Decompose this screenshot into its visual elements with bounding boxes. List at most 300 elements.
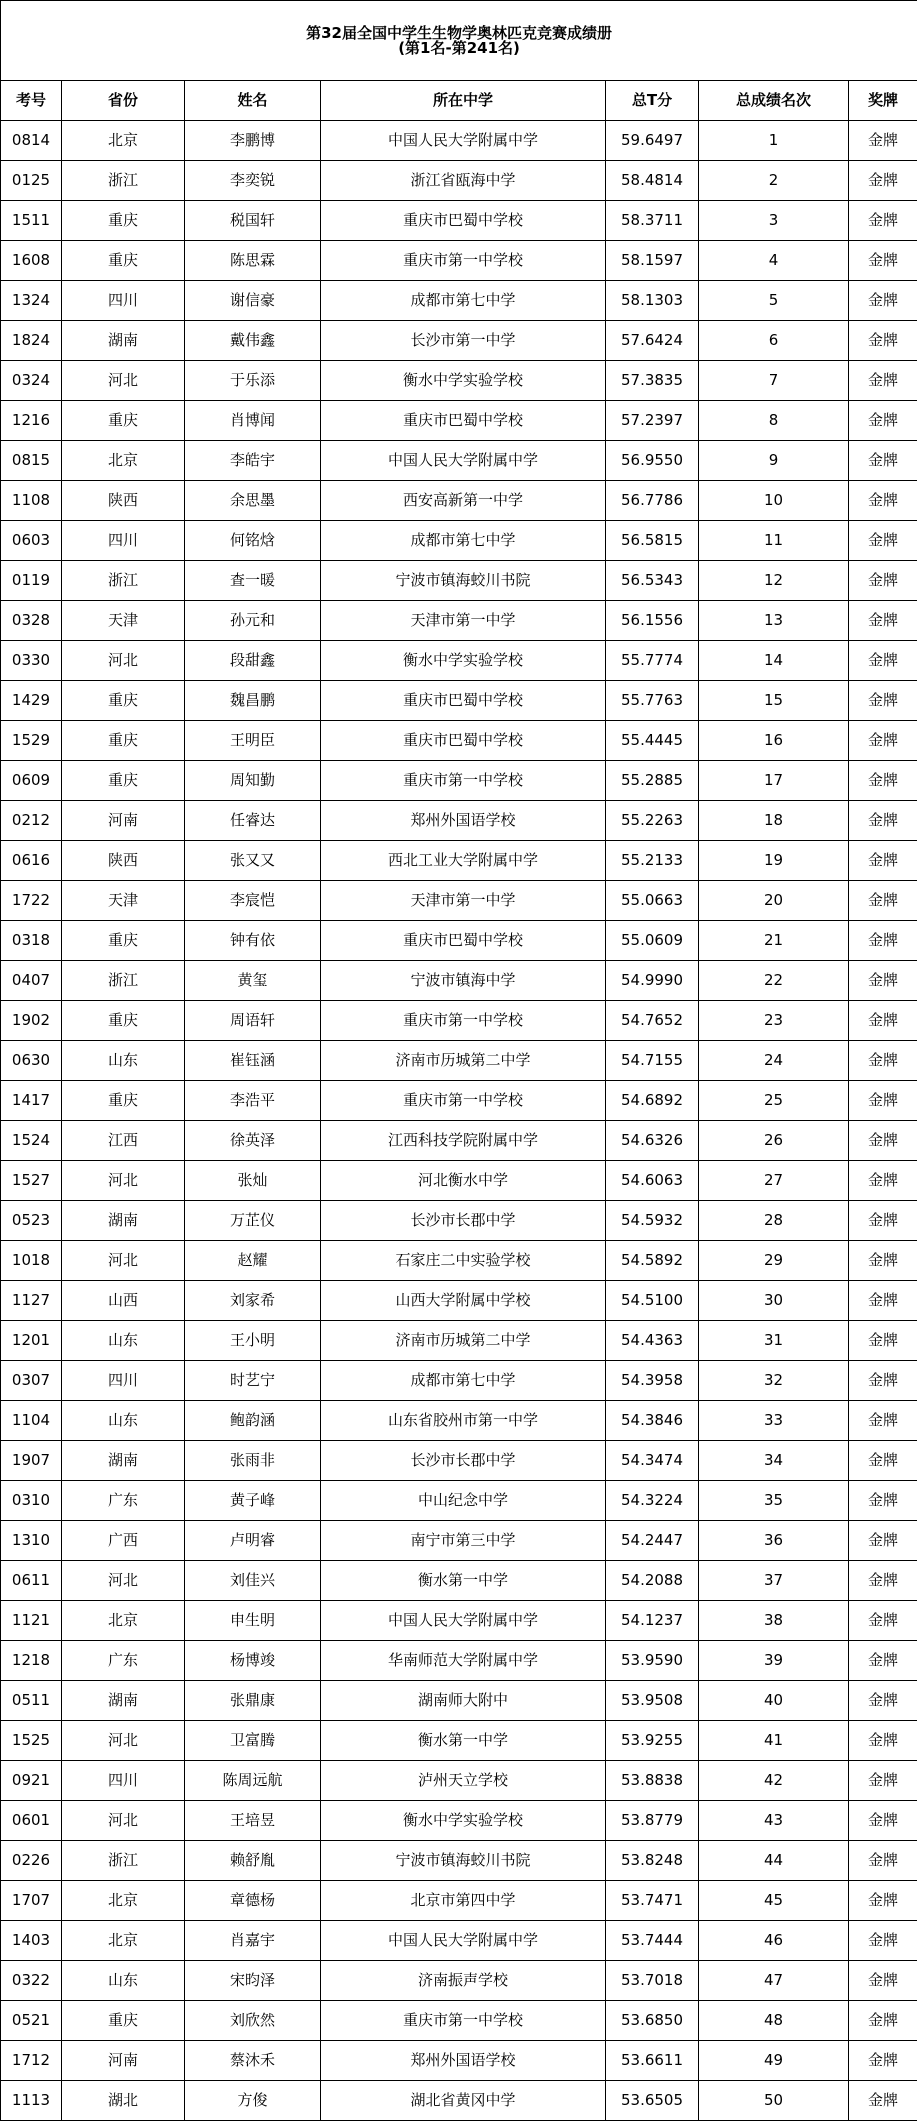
cell-rank: 42 xyxy=(699,1761,849,1801)
cell-total-t-score: 55.2885 xyxy=(606,761,699,801)
cell-total-t-score: 53.6611 xyxy=(606,2041,699,2081)
table-row xyxy=(1,1001,917,1041)
cell-name: 张灿 xyxy=(185,1161,321,1201)
cell-exam-id: 1121 xyxy=(1,1601,62,1641)
cell-rank: 31 xyxy=(699,1321,849,1361)
cell-exam-id: 0212 xyxy=(1,801,62,841)
cell-school: 重庆市巴蜀中学校 xyxy=(321,201,606,241)
cell-school: 石家庄二中实验学校 xyxy=(321,1241,606,1281)
cell-medal: 金牌 xyxy=(849,1121,917,1161)
cell-exam-id: 1527 xyxy=(1,1161,62,1201)
cell-total-t-score: 54.5892 xyxy=(606,1241,699,1281)
cell-province: 天津 xyxy=(62,601,185,641)
cell-province: 河南 xyxy=(62,2041,185,2081)
col-header-exam-id: 考号 xyxy=(1,81,62,121)
cell-medal: 金牌 xyxy=(849,1801,917,1841)
cell-rank: 27 xyxy=(699,1161,849,1201)
cell-medal: 金牌 xyxy=(849,841,917,881)
cell-name: 李奕锐 xyxy=(185,161,321,201)
cell-total-t-score: 54.5932 xyxy=(606,1201,699,1241)
cell-exam-id: 1201 xyxy=(1,1321,62,1361)
cell-medal: 金牌 xyxy=(849,2081,917,2121)
cell-rank: 29 xyxy=(699,1241,849,1281)
cell-total-t-score: 58.1303 xyxy=(606,281,699,321)
cell-school: 北京市第四中学 xyxy=(321,1881,606,1921)
cell-province: 湖南 xyxy=(62,1441,185,1481)
table-row xyxy=(1,2041,917,2081)
cell-province: 河北 xyxy=(62,361,185,401)
cell-school: 浙江省瓯海中学 xyxy=(321,161,606,201)
cell-name: 陈周远航 xyxy=(185,1761,321,1801)
cell-name: 张鼎康 xyxy=(185,1681,321,1721)
cell-exam-id: 0616 xyxy=(1,841,62,881)
cell-medal: 金牌 xyxy=(849,1401,917,1441)
cell-rank: 46 xyxy=(699,1921,849,1961)
cell-school: 重庆市第一中学校 xyxy=(321,761,606,801)
cell-province: 广西 xyxy=(62,1521,185,1561)
cell-name: 鲍韵涵 xyxy=(185,1401,321,1441)
cell-name: 王培昱 xyxy=(185,1801,321,1841)
cell-medal: 金牌 xyxy=(849,1721,917,1761)
table-row xyxy=(1,401,917,441)
cell-total-t-score: 53.7018 xyxy=(606,1961,699,2001)
cell-medal: 金牌 xyxy=(849,881,917,921)
cell-rank: 22 xyxy=(699,961,849,1001)
cell-school: 重庆市第一中学校 xyxy=(321,1081,606,1121)
table-row xyxy=(1,241,917,281)
cell-exam-id: 0601 xyxy=(1,1801,62,1841)
cell-school: 宁波市镇海中学 xyxy=(321,961,606,1001)
table-row xyxy=(1,121,917,161)
cell-total-t-score: 53.6505 xyxy=(606,2081,699,2121)
cell-province: 山东 xyxy=(62,1321,185,1361)
cell-medal: 金牌 xyxy=(849,921,917,961)
cell-medal: 金牌 xyxy=(849,1641,917,1681)
cell-exam-id: 1018 xyxy=(1,1241,62,1281)
cell-exam-id: 0125 xyxy=(1,161,62,201)
cell-province: 河北 xyxy=(62,1721,185,1761)
cell-province: 浙江 xyxy=(62,561,185,601)
cell-exam-id: 1324 xyxy=(1,281,62,321)
cell-rank: 15 xyxy=(699,681,849,721)
cell-exam-id: 1113 xyxy=(1,2081,62,2121)
cell-province: 天津 xyxy=(62,881,185,921)
cell-total-t-score: 54.6326 xyxy=(606,1121,699,1161)
cell-school: 长沙市长郡中学 xyxy=(321,1441,606,1481)
cell-total-t-score: 55.0663 xyxy=(606,881,699,921)
cell-province: 湖北 xyxy=(62,2081,185,2121)
cell-school: 重庆市第一中学校 xyxy=(321,2001,606,2041)
cell-medal: 金牌 xyxy=(849,1201,917,1241)
cell-medal: 金牌 xyxy=(849,1921,917,1961)
cell-medal: 金牌 xyxy=(849,1281,917,1321)
cell-province: 山东 xyxy=(62,1401,185,1441)
cell-school: 山东省胶州市第一中学 xyxy=(321,1401,606,1441)
cell-medal: 金牌 xyxy=(849,1761,917,1801)
cell-total-t-score: 57.2397 xyxy=(606,401,699,441)
cell-medal: 金牌 xyxy=(849,1361,917,1401)
table-row xyxy=(1,441,917,481)
cell-rank: 38 xyxy=(699,1601,849,1641)
cell-medal: 金牌 xyxy=(849,1001,917,1041)
cell-medal: 金牌 xyxy=(849,321,917,361)
cell-medal: 金牌 xyxy=(849,1561,917,1601)
cell-total-t-score: 53.9590 xyxy=(606,1641,699,1681)
table-row xyxy=(1,721,917,761)
cell-school: 重庆市第一中学校 xyxy=(321,1001,606,1041)
cell-name: 于乐添 xyxy=(185,361,321,401)
cell-school: 衡水中学实验学校 xyxy=(321,361,606,401)
cell-exam-id: 1525 xyxy=(1,1721,62,1761)
cell-rank: 9 xyxy=(699,441,849,481)
cell-name: 赵耀 xyxy=(185,1241,321,1281)
cell-school: 中国人民大学附属中学 xyxy=(321,121,606,161)
cell-medal: 金牌 xyxy=(849,1081,917,1121)
cell-province: 山西 xyxy=(62,1281,185,1321)
cell-name: 税国轩 xyxy=(185,201,321,241)
cell-name: 李浩平 xyxy=(185,1081,321,1121)
cell-total-t-score: 53.7444 xyxy=(606,1921,699,1961)
cell-province: 陕西 xyxy=(62,481,185,521)
cell-school: 南宁市第三中学 xyxy=(321,1521,606,1561)
cell-school: 天津市第一中学 xyxy=(321,881,606,921)
cell-total-t-score: 58.3711 xyxy=(606,201,699,241)
table-row xyxy=(1,1601,917,1641)
cell-exam-id: 0318 xyxy=(1,921,62,961)
cell-medal: 金牌 xyxy=(849,401,917,441)
cell-medal: 金牌 xyxy=(849,641,917,681)
table-row xyxy=(1,1041,917,1081)
cell-rank: 33 xyxy=(699,1401,849,1441)
cell-medal: 金牌 xyxy=(849,1481,917,1521)
table-row xyxy=(1,1321,917,1361)
cell-name: 时艺宁 xyxy=(185,1361,321,1401)
cell-rank: 12 xyxy=(699,561,849,601)
cell-rank: 13 xyxy=(699,601,849,641)
cell-total-t-score: 54.3224 xyxy=(606,1481,699,1521)
table-row xyxy=(1,1801,917,1841)
cell-exam-id: 0330 xyxy=(1,641,62,681)
cell-exam-id: 1608 xyxy=(1,241,62,281)
table-row xyxy=(1,881,917,921)
header-row xyxy=(1,81,917,121)
cell-total-t-score: 58.1597 xyxy=(606,241,699,281)
table-row xyxy=(1,921,917,961)
cell-total-t-score: 53.8838 xyxy=(606,1761,699,1801)
cell-school: 河北衡水中学 xyxy=(321,1161,606,1201)
cell-rank: 36 xyxy=(699,1521,849,1561)
cell-rank: 19 xyxy=(699,841,849,881)
cell-medal: 金牌 xyxy=(849,561,917,601)
cell-rank: 39 xyxy=(699,1641,849,1681)
cell-province: 重庆 xyxy=(62,721,185,761)
cell-medal: 金牌 xyxy=(849,681,917,721)
cell-medal: 金牌 xyxy=(849,1521,917,1561)
cell-province: 四川 xyxy=(62,1361,185,1401)
cell-name: 杨博竣 xyxy=(185,1641,321,1681)
table-body xyxy=(1,121,917,2121)
cell-total-t-score: 53.8779 xyxy=(606,1801,699,1841)
cell-rank: 32 xyxy=(699,1361,849,1401)
cell-school: 重庆市巴蜀中学校 xyxy=(321,721,606,761)
cell-name: 周知勤 xyxy=(185,761,321,801)
cell-exam-id: 0407 xyxy=(1,961,62,1001)
cell-total-t-score: 53.9255 xyxy=(606,1721,699,1761)
cell-province: 重庆 xyxy=(62,2001,185,2041)
cell-school: 宁波市镇海蛟川书院 xyxy=(321,1841,606,1881)
cell-exam-id: 1104 xyxy=(1,1401,62,1441)
cell-total-t-score: 54.5100 xyxy=(606,1281,699,1321)
cell-name: 查一暖 xyxy=(185,561,321,601)
cell-medal: 金牌 xyxy=(849,161,917,201)
table-row xyxy=(1,1961,917,2001)
cell-school: 重庆市巴蜀中学校 xyxy=(321,921,606,961)
cell-exam-id: 1524 xyxy=(1,1121,62,1161)
cell-medal: 金牌 xyxy=(849,721,917,761)
cell-name: 孙元和 xyxy=(185,601,321,641)
table-row xyxy=(1,2081,917,2121)
cell-name: 陈思霖 xyxy=(185,241,321,281)
cell-province: 北京 xyxy=(62,1881,185,1921)
cell-province: 重庆 xyxy=(62,921,185,961)
cell-school: 济南市历城第二中学 xyxy=(321,1321,606,1361)
cell-exam-id: 1403 xyxy=(1,1921,62,1961)
cell-total-t-score: 54.7652 xyxy=(606,1001,699,1041)
cell-medal: 金牌 xyxy=(849,1041,917,1081)
cell-exam-id: 0310 xyxy=(1,1481,62,1521)
cell-rank: 30 xyxy=(699,1281,849,1321)
cell-exam-id: 0226 xyxy=(1,1841,62,1881)
cell-medal: 金牌 xyxy=(849,1841,917,1881)
cell-rank: 1 xyxy=(699,121,849,161)
cell-province: 北京 xyxy=(62,1921,185,1961)
table-row xyxy=(1,1441,917,1481)
cell-total-t-score: 59.6497 xyxy=(606,121,699,161)
cell-exam-id: 0322 xyxy=(1,1961,62,2001)
cell-rank: 6 xyxy=(699,321,849,361)
cell-rank: 23 xyxy=(699,1001,849,1041)
cell-rank: 47 xyxy=(699,1961,849,2001)
col-header-school: 所在中学 xyxy=(321,81,606,121)
cell-school: 中国人民大学附属中学 xyxy=(321,1921,606,1961)
cell-name: 李鹏博 xyxy=(185,121,321,161)
cell-rank: 25 xyxy=(699,1081,849,1121)
cell-name: 何铭焓 xyxy=(185,521,321,561)
cell-province: 重庆 xyxy=(62,201,185,241)
cell-school: 衡水第一中学 xyxy=(321,1561,606,1601)
table-row xyxy=(1,1481,917,1521)
cell-school: 华南师范大学附属中学 xyxy=(321,1641,606,1681)
cell-name: 张雨非 xyxy=(185,1441,321,1481)
cell-rank: 17 xyxy=(699,761,849,801)
cell-total-t-score: 55.0609 xyxy=(606,921,699,961)
cell-province: 湖南 xyxy=(62,1681,185,1721)
cell-province: 河北 xyxy=(62,641,185,681)
table-row xyxy=(1,1361,917,1401)
cell-name: 张又又 xyxy=(185,841,321,881)
table-row xyxy=(1,321,917,361)
cell-total-t-score: 54.4363 xyxy=(606,1321,699,1361)
cell-rank: 21 xyxy=(699,921,849,961)
cell-province: 四川 xyxy=(62,281,185,321)
cell-province: 北京 xyxy=(62,441,185,481)
cell-name: 王小明 xyxy=(185,1321,321,1361)
cell-exam-id: 0521 xyxy=(1,2001,62,2041)
table-row xyxy=(1,641,917,681)
table-row xyxy=(1,1761,917,1801)
cell-province: 重庆 xyxy=(62,681,185,721)
cell-school: 中国人民大学附属中学 xyxy=(321,1601,606,1641)
table-row xyxy=(1,841,917,881)
cell-province: 陕西 xyxy=(62,841,185,881)
table-row xyxy=(1,1881,917,1921)
table-row xyxy=(1,2001,917,2041)
cell-province: 河北 xyxy=(62,1561,185,1601)
cell-exam-id: 1218 xyxy=(1,1641,62,1681)
cell-exam-id: 0603 xyxy=(1,521,62,561)
cell-province: 浙江 xyxy=(62,1841,185,1881)
cell-school: 济南市历城第二中学 xyxy=(321,1041,606,1081)
table-row xyxy=(1,281,917,321)
cell-medal: 金牌 xyxy=(849,481,917,521)
cell-province: 重庆 xyxy=(62,1081,185,1121)
table-row xyxy=(1,1521,917,1561)
cell-total-t-score: 56.1556 xyxy=(606,601,699,641)
cell-rank: 35 xyxy=(699,1481,849,1521)
cell-name: 戴伟鑫 xyxy=(185,321,321,361)
cell-province: 山东 xyxy=(62,1961,185,2001)
cell-province: 山东 xyxy=(62,1041,185,1081)
table-row xyxy=(1,1401,917,1441)
cell-rank: 48 xyxy=(699,2001,849,2041)
table-row xyxy=(1,1281,917,1321)
cell-exam-id: 1127 xyxy=(1,1281,62,1321)
table-row xyxy=(1,681,917,721)
cell-school: 长沙市长郡中学 xyxy=(321,1201,606,1241)
cell-name: 卫富腾 xyxy=(185,1721,321,1761)
table-row xyxy=(1,1561,917,1601)
cell-rank: 4 xyxy=(699,241,849,281)
cell-exam-id: 0523 xyxy=(1,1201,62,1241)
cell-exam-id: 1310 xyxy=(1,1521,62,1561)
cell-total-t-score: 54.3474 xyxy=(606,1441,699,1481)
cell-name: 王明臣 xyxy=(185,721,321,761)
cell-rank: 8 xyxy=(699,401,849,441)
cell-school: 山西大学附属中学校 xyxy=(321,1281,606,1321)
cell-school: 湖南师大附中 xyxy=(321,1681,606,1721)
cell-rank: 5 xyxy=(699,281,849,321)
cell-school: 成都市第七中学 xyxy=(321,1361,606,1401)
cell-school: 衡水中学实验学校 xyxy=(321,641,606,681)
cell-medal: 金牌 xyxy=(849,1881,917,1921)
cell-medal: 金牌 xyxy=(849,1601,917,1641)
cell-province: 广东 xyxy=(62,1481,185,1521)
cell-province: 四川 xyxy=(62,1761,185,1801)
title-line-1: 第32届全国中学生生物学奥林匹克竞赛成绩册 xyxy=(306,23,612,42)
table-row xyxy=(1,961,917,1001)
cell-province: 江西 xyxy=(62,1121,185,1161)
cell-name: 谢信豪 xyxy=(185,281,321,321)
cell-province: 浙江 xyxy=(62,961,185,1001)
cell-exam-id: 1902 xyxy=(1,1001,62,1041)
cell-exam-id: 0630 xyxy=(1,1041,62,1081)
title-line-2: (第1名-第241名) xyxy=(398,38,520,57)
cell-rank: 11 xyxy=(699,521,849,561)
cell-medal: 金牌 xyxy=(849,441,917,481)
cell-school: 天津市第一中学 xyxy=(321,601,606,641)
table-row xyxy=(1,1161,917,1201)
cell-rank: 40 xyxy=(699,1681,849,1721)
cell-exam-id: 1712 xyxy=(1,2041,62,2081)
cell-rank: 50 xyxy=(699,2081,849,2121)
cell-name: 崔钰涵 xyxy=(185,1041,321,1081)
cell-province: 重庆 xyxy=(62,1001,185,1041)
cell-school: 西北工业大学附属中学 xyxy=(321,841,606,881)
cell-medal: 金牌 xyxy=(849,1441,917,1481)
table-row xyxy=(1,601,917,641)
cell-province: 重庆 xyxy=(62,761,185,801)
cell-medal: 金牌 xyxy=(849,1681,917,1721)
cell-rank: 41 xyxy=(699,1721,849,1761)
cell-total-t-score: 55.7763 xyxy=(606,681,699,721)
table-row xyxy=(1,1081,917,1121)
cell-rank: 10 xyxy=(699,481,849,521)
cell-name: 章德杨 xyxy=(185,1881,321,1921)
cell-school: 重庆市第一中学校 xyxy=(321,241,606,281)
table-row xyxy=(1,161,917,201)
cell-medal: 金牌 xyxy=(849,201,917,241)
cell-exam-id: 0324 xyxy=(1,361,62,401)
cell-total-t-score: 55.2263 xyxy=(606,801,699,841)
cell-province: 河北 xyxy=(62,1241,185,1281)
cell-name: 徐英泽 xyxy=(185,1121,321,1161)
cell-province: 河北 xyxy=(62,1801,185,1841)
cell-name: 刘佳兴 xyxy=(185,1561,321,1601)
table-row xyxy=(1,521,917,561)
cell-total-t-score: 53.7471 xyxy=(606,1881,699,1921)
cell-school: 长沙市第一中学 xyxy=(321,321,606,361)
cell-exam-id: 0328 xyxy=(1,601,62,641)
cell-province: 河南 xyxy=(62,801,185,841)
cell-exam-id: 1707 xyxy=(1,1881,62,1921)
table-row xyxy=(1,1201,917,1241)
cell-medal: 金牌 xyxy=(849,2001,917,2041)
table-row xyxy=(1,201,917,241)
cell-school: 泸州天立学校 xyxy=(321,1761,606,1801)
cell-medal: 金牌 xyxy=(849,1961,917,2001)
cell-medal: 金牌 xyxy=(849,801,917,841)
cell-total-t-score: 56.5815 xyxy=(606,521,699,561)
cell-province: 湖南 xyxy=(62,1201,185,1241)
cell-rank: 28 xyxy=(699,1201,849,1241)
cell-total-t-score: 53.9508 xyxy=(606,1681,699,1721)
cell-rank: 37 xyxy=(699,1561,849,1601)
cell-name: 蔡沐禾 xyxy=(185,2041,321,2081)
table-row xyxy=(1,361,917,401)
table-title xyxy=(1,1,917,81)
cell-rank: 3 xyxy=(699,201,849,241)
table-row xyxy=(1,1841,917,1881)
cell-medal: 金牌 xyxy=(849,521,917,561)
cell-exam-id: 0307 xyxy=(1,1361,62,1401)
cell-medal: 金牌 xyxy=(849,1241,917,1281)
cell-school: 重庆市巴蜀中学校 xyxy=(321,681,606,721)
cell-name: 赖舒胤 xyxy=(185,1841,321,1881)
cell-school: 郑州外国语学校 xyxy=(321,2041,606,2081)
table-row xyxy=(1,1921,917,1961)
cell-school: 江西科技学院附属中学 xyxy=(321,1121,606,1161)
table-row xyxy=(1,801,917,841)
